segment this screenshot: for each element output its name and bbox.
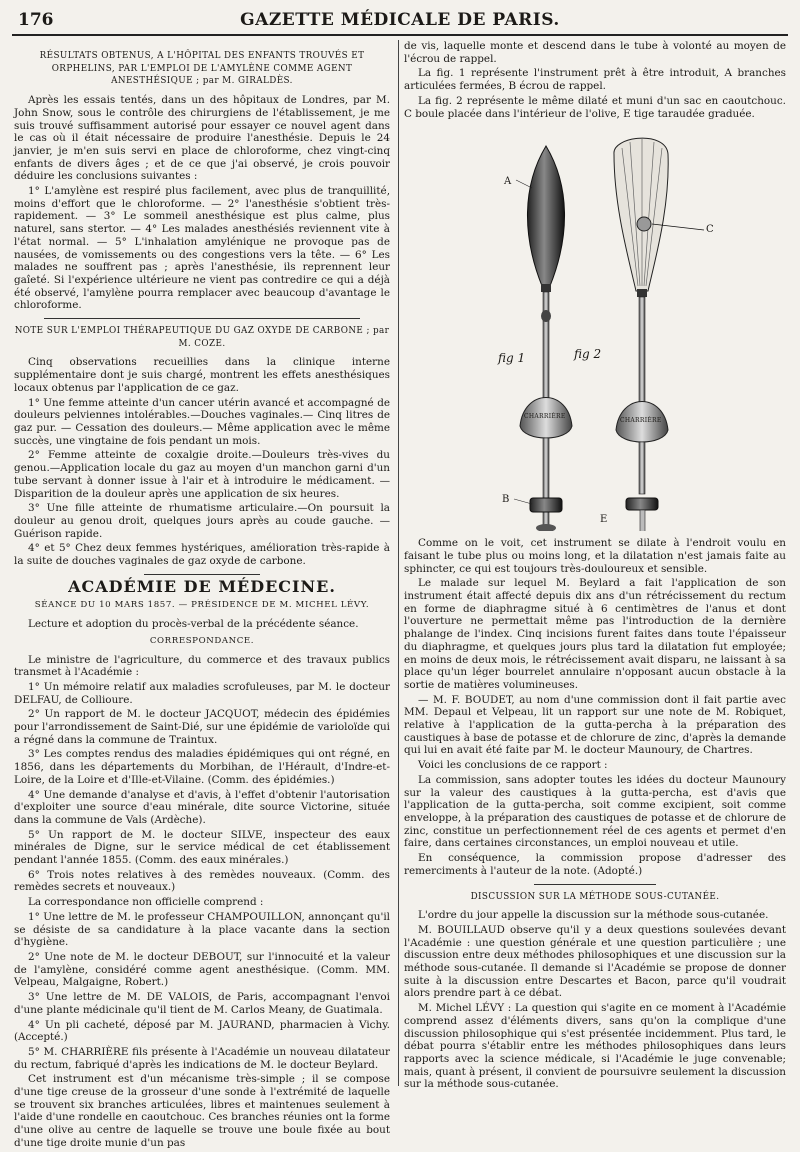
paragraph: 2° Un rapport de M. le docteur JACQUOT, médecin des épidémies pour l'arrondissement de Saint-Dié, sur une épidémie de variolоïde qui a régné dans la commune de Traintux. — [14, 708, 390, 746]
paragraph: 2° Une note de M. le docteur DEBOUT, sur l'innocuité et la valeur de l'amylène, considéré comme agent anesthésique. (Comm. MM. Velpeau, Malgaigne, Robert.) — [14, 951, 390, 989]
paragraph: La commission, sans adopter toutes les idées du docteur Maunoury sur la valeur des caustiques à la gutta-percha, est d'avis que l'application de la gutta-percha, soit comme excipient, soit comme enveloppe, à la préparation des caustiques de potasse et de chlorure de zinc, constitue un perfectionnement réel de ces agents et permet d'en faire, dans certaines circonstances, un emploi nouveau et utile. — [404, 773, 786, 850]
left-column — [14, 44, 390, 1152]
journal-title: GAZETTE MÉDICALE DE PARIS. — [240, 10, 560, 30]
instrument-illustration — [404, 126, 786, 531]
page-number: 176 — [18, 10, 54, 30]
paragraph: 4° et 5° Chez deux femmes hystériques, amélioration très-rapide à la suite de douches vaginales de gaz oxyde de carbone. — [14, 542, 390, 568]
running-header — [12, 8, 788, 36]
maker-stamp-2: CHARRIÈRE — [620, 417, 662, 425]
right-column — [404, 40, 786, 1093]
seance-line: SÉANCE DU 10 MARS 1857. — PRÉSIDENCE DE M. MICHEL LÉVY. — [34, 600, 370, 611]
section-rule — [44, 318, 360, 319]
paragraph: M. BOUILLAUD observe qu'il y a deux questions soulevées devant l'Académie : une question générale et une question particulière ; une discussion entre deux méthodes philosophiques et une discussion sur la méthode sous-cutanée. Il demande si l'Académie se propose de donner suite à la discussion entre Descartes et Bacon, parce qu'il voudrait alors prendre part à ce débat. — [404, 923, 786, 1000]
paragraph: 3° Une lettre de M. DE VALOIS, de Paris, accompagnant l'envoi d'une plante médicinale qu'il tient de M. Carlos Meany, de Guatimala. — [14, 991, 390, 1016]
article-title-amylene: RÉSULTATS OBTENUS, A L'HÔPITAL DES ENFANTS TROUVÉS ET ORPHELINS, PAR L'EMPLOI DE L'AMYLÈNE COMME AGENT ANESTHÉSIQUE ; par M. GIRALDÈS. — [39, 51, 365, 87]
paragraph: M. Michel LÉVY : La question qui s'agite en ce moment à l'Académie comprend assez d'éléments divers, sans qu'on la complique d'une discussion philosophique qui s'est présentée incidemment. Plus tard, le débat pourra s'établir entre les méthodes philosophiques dans leurs rapports avec la science médicale, si l'Académie le juge convenable; mais, quant à présent, il convient de poursuivre seulement la discussion sur la méthode sous-cutanée. — [404, 1002, 786, 1091]
column-divider — [398, 40, 399, 1086]
fig2-instrument — [614, 138, 704, 531]
section-rule — [534, 884, 656, 885]
paragraph: Le malade sur lequel M. Beylard a fait l'application de son instrument était affecté depuis dix ans d'un rétrécissement du rectum en forme de diaphragme situé à 6 centimètres de l'anus et dont l'ouverture ne permettait même pas l'introduction de la dernière phalange de l'index. Cinq incisions furent faites dans toute l'épaisseur du diaphragme, et quelques jours plus tard la dilatation fut employée; en moins de deux mois, le rétrécissement avait disparu, ne laissant à sa place qu'un léger bourrelet annulaire n'opposant aucun obstacle à la sortie de matières volumineuses. — [404, 577, 786, 691]
article-title-carbone: NOTE SUR L'EMPLOI THÉRAPEUTIQUE DU GAZ OXYDE DE CARBONE ; par M. COZE. — [14, 326, 390, 349]
paragraph: 1° L'amylène est respiré plus facilement, avec plus de tranquillité, moins d'effort que le chloroforme. — 2° l'anesthésie s'obtient très-rapidement. — 3° Le sommeil anesthésique est plus calme, plus naturel, sans stertor. — 4° Les malades anesthésiés reviennent vite à l'état normal. — 5° L'inhalation amylénique ne provoque pas de nausées, de vomissements ou des congestions vers la tête. — 6° Les malades ne souffrent pas ; après l'anesthésie, ils reprennent leur gaîeté. Si l'expérience ultérieure ne vient pas contredire ce qui a déjà été observé, l'amylène pourra remplacer avec beaucoup d'avantage le chloroforme. — [14, 185, 390, 312]
dilatateur-figure — [404, 126, 786, 531]
section-rule — [144, 574, 260, 575]
paragraph: 1° Un mémoire relatif aux maladies scrofuleuses, par M. le docteur DELFAU, de Collioure. — [14, 680, 390, 706]
paragraph: Lecture et adoption du procès-verbal de la précédente séance. — [28, 618, 359, 631]
fig2-caption: fig 2 — [574, 347, 602, 362]
paragraph: 2° Femme atteinte de coxalgie droite.—Douleurs très-vives du genou.—Application locale du gaz au moyen d'un manchon garni d'un tube servant à donner issue à l'air et à introduire le médicament. — Disparition de la douleur après une application de six heures. — [14, 449, 390, 500]
paragraph: 6° Trois notes relatives à des remèdes nouveaux. (Comm. des remèdes secrets et nouveaux.) — [14, 868, 390, 894]
academie-heading: ACADÉMIE DE MÉDECINE. — [68, 576, 336, 596]
paragraph: 1° Une lettre de M. le professeur CHAMPOUILLON, annonçant qu'il se désiste de sa candidature à la place vacante dans la section d'hygiène. — [14, 910, 390, 949]
label-e: E — [600, 514, 608, 526]
label-b: B — [502, 494, 510, 506]
paragraph: de vis, laquelle monte et descend dans le tube à volonté au moyen de l'écrou de rappel. — [404, 40, 786, 65]
fig1-instrument — [520, 146, 572, 531]
label-a: A — [504, 176, 512, 188]
paragraph: En conséquence, la commission propose d'adresser des remerciments à l'auteur de la note. (Adopté.) — [404, 852, 786, 877]
paragraph: 3° Une fille atteinte de rhumatisme articulaire.—On poursuit la douleur au genou droit, quelques jours après au coude gauche. — Guérison rapide. — [14, 502, 390, 540]
paragraph: 5° M. CHARRIÈRE fils présente à l'Académie un nouveau dilatateur du rectum, fabriqué d'après les indications de M. le docteur Beylard. — [14, 1045, 390, 1071]
paragraph: Cet instrument est d'un mécanisme très-simple ; il se compose d'une tige creuse de la grosseur d'une sonde à l'extrémité de laquelle se trouvent six branches articulées, libres et maintenues seulement à l'aide d'une rondelle en caoutchouc. Ces branches réunies ont la forme d'une olive au centre de laquelle se trouve une boule fixée au bout d'une tige droite munie d'un pas — [14, 1073, 390, 1149]
maker-stamp-1: CHARRIÈRE — [524, 413, 566, 421]
paragraph: — M. F. BOUDET, au nom d'une commission dont il fait partie avec MM. Depaul et Velpeau, lit un rapport sur une note de M. Robiquet, relative à l'application de la gutta-percha à la préparation des caustiques à base de potasse et de chlorure de zinc, d'après la demande qui lui en avait été faite par M. le docteur Maunoury, de Chartres. — [404, 693, 786, 757]
paragraph: Comme on le voit, cet instrument se dilate à l'endroit voulu en faisant le tube plus ou moins long, et la dilatation n'est jamais faite au sphincter, ce qui est toujours très-douloureux et sensible. — [404, 537, 786, 575]
paragraph: Cinq observations recueillies dans la clinique interne supplémentaire dont je suis chargé, montrent les effets anesthésiques locaux obtenus par l'application de ce gaz. — [14, 356, 390, 394]
paragraph: 1° Une femme atteinte d'un cancer utérin avancé et accompagné de douleurs pelviennes intolérables.—Douches vaginales.— Cinq litres de gaz pur. — Cessation des douleurs.— Même application avec le même succès, une vingtaine de fois pendant un mois. — [14, 396, 390, 447]
paragraph: Après les essais tentés, dans un des hôpitaux de Londres, par M. John Snow, sous le contrôle des chirurgiens de l'établissement, je me suis trouvé suffisamment autorisé pour essayer ce nouvel agent dans le cas où il était nécessaire de produire l'anesthésie. Depuis le 24 janvier, je m'en suis servi en place de chloroforme, chez vingt-cinq enfants de divers âges ; et de ce que j'ai observé, je crois pouvoir déduire les conclusions suivantes : — [14, 94, 390, 183]
correspondance-heading: CORRESPONDANCE. — [149, 635, 255, 646]
paragraph: 5° Un rapport de M. le docteur SILVE, inspecteur des eaux minérales de Digne, sur le service médical de cet établissement pendant l'année 1855. (Comm. des eaux minérales.) — [14, 828, 390, 867]
paragraph: 4° Un pli cacheté, déposé par M. JAURAND, pharmacien à Vichy. (Accepté.) — [14, 1018, 390, 1044]
paragraph: 4° Une demande d'analyse et d'avis, à l'effet d'obtenir l'autorisation d'exploiter une source d'eau minérale, dite source Victorine, située dans la commune de Vals (Ardèche). — [14, 788, 390, 826]
label-c: C — [706, 224, 714, 236]
paragraph: La fig. 2 représente le même dilaté et muni d'un sac en caoutchouc. C boule placée dans l'intérieur de l'olive, E tige taraudée graduée. — [404, 94, 786, 120]
discussion-heading: DISCUSSION SUR LA MÉTHODE SOUS-CUTANÉE. — [470, 891, 720, 902]
paragraph: Le ministre de l'agriculture, du commerce et des travaux publics transmet à l'Académie : — [14, 653, 390, 679]
paragraph: La fig. 1 représente l'instrument prêt à être introduit, A branches articulées fermées, B écrou de rappel. — [404, 67, 786, 93]
paragraph: La correspondance non officielle comprend : — [28, 896, 264, 909]
paragraph: 3° Les comptes rendus des maladies épidémiques qui ont régné, en 1856, dans les départements du Morbihan, de l'Hérault, d'Indre-et-Loire, de la Loire et d'Ille-et-Vilaine. (Comm. des épidémies.) — [14, 748, 390, 786]
paragraph: Voici les conclusions de ce rapport : — [418, 759, 608, 772]
fig1-caption: fig 1 — [498, 351, 526, 366]
paragraph: L'ordre du jour appelle la discussion sur la méthode sous-cutanée. — [418, 909, 769, 922]
